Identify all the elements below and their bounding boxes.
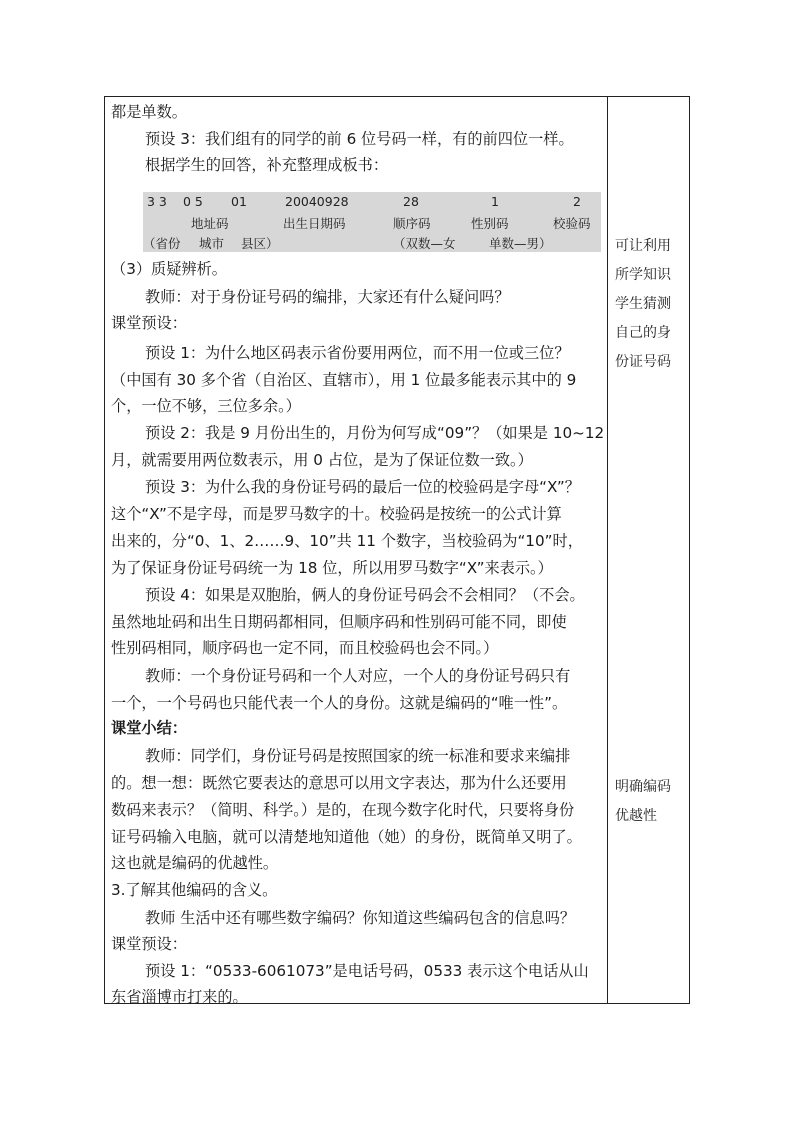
text-line: 都是单数。 bbox=[111, 103, 187, 121]
board-note: （省份 bbox=[143, 236, 181, 251]
text-line: 东省淄博市打来的。 bbox=[111, 988, 248, 1006]
text-line: 月，就需要用两位数表示，用 0 占位，是为了保证位数一致。） bbox=[111, 451, 533, 469]
column-divider bbox=[607, 97, 608, 1003]
board-writing-image bbox=[143, 192, 601, 252]
board-note: 县区） bbox=[241, 236, 279, 251]
side-note-guess-id bbox=[615, 232, 691, 377]
text-line: 虽然地址码和出生日期码都相同，但顺序码和性别码可能不同，即使 bbox=[111, 613, 567, 631]
side-note-line: 可让利用 bbox=[615, 238, 671, 254]
board-digit: 1 bbox=[491, 194, 499, 209]
board-digit: 01 bbox=[231, 194, 247, 209]
lesson-table bbox=[104, 96, 690, 1004]
board-label: 性别码 bbox=[471, 216, 509, 231]
text-line: 预设 2：我是 9 月份出生的，月份为何写成“09”？（如果是 10~12 bbox=[145, 424, 605, 442]
text-line: 教师：对于身份证号码的编排，大家还有什么疑问吗？ bbox=[145, 288, 510, 306]
board-digit: 3 3 bbox=[147, 194, 167, 209]
board-label: 顺序码 bbox=[393, 216, 431, 231]
side-note-superiority bbox=[615, 773, 691, 831]
board-label: 校验码 bbox=[553, 216, 591, 231]
side-note-line: 自己的身 bbox=[615, 325, 671, 341]
text-line: 为了保证身份证号码统一为 18 位，所以用罗马数字“X”来表示。） bbox=[111, 559, 553, 577]
text-line: （3）质疑辨析。 bbox=[111, 260, 227, 278]
text-line: 根据学生的回答，补充整理成板书： bbox=[145, 156, 388, 174]
text-line: 预设 1：为什么地区码表示省份要用两位，而不用一位或三位？ bbox=[145, 344, 570, 362]
side-note-line: 学生猜测 bbox=[615, 296, 671, 312]
board-label: 出生日期码 bbox=[283, 216, 346, 231]
text-line: 教师：一个身份证号码和一个人对应，一个人的身份证号码只有 bbox=[145, 667, 571, 685]
side-note-line: 明确编码 bbox=[615, 779, 671, 795]
text-line: 性别码相同，顺序码也一定不同，而且校验码也会不同。） bbox=[111, 639, 499, 657]
side-note-line: 优越性 bbox=[615, 808, 657, 824]
text-line: 的。想一想：既然它要表达的意思可以用文字表达，那为什么还要用 bbox=[111, 774, 567, 792]
text-line: 出来的，分“0、1、2……9、10”共 11 个数字，当校验码为“10”时， bbox=[111, 532, 583, 550]
text-line: 预设 3：为什么我的身份证号码的最后一位的校验码是字母“X”？ bbox=[145, 478, 580, 496]
board-note: 单数—男） bbox=[489, 236, 552, 251]
board-note: （双数—女 bbox=[393, 236, 456, 251]
side-note-line: 份证号码 bbox=[615, 354, 671, 370]
text-line: 教师 生活中还有哪些数字编码？你知道这些编码包含的信息吗？ bbox=[145, 909, 576, 927]
board-digit: 2 bbox=[573, 194, 581, 209]
text-line: 一个，一个号码也只能代表一个人的身份。这就是编码的“唯一性”。 bbox=[111, 694, 568, 712]
board-digit: 0 5 bbox=[183, 194, 203, 209]
section-heading: 课堂小结： bbox=[111, 719, 187, 737]
text-line: 预设 3：我们组有的同学的前 6 位号码一样，有的前四位一样。 bbox=[145, 130, 574, 148]
board-label: 地址码 bbox=[191, 216, 229, 231]
text-line: 数码来表示？（简明、科学。）是的，在现今数字化时代，只要将身份 bbox=[111, 801, 575, 819]
text-line: 3.了解其他编码的含义。 bbox=[111, 881, 278, 899]
text-line: （中国有 30 多个省（自治区、直辖市），用 1 位最多能表示其中的 9 bbox=[111, 371, 577, 389]
text-line: 课堂预设： bbox=[111, 935, 187, 953]
text-line: 个，一位不够，三位多余。） bbox=[111, 397, 301, 415]
text-line: 证号码输入电脑，就可以清楚地知道他（她）的身份，既简单又明了。 bbox=[111, 828, 582, 846]
text-line: 课堂预设： bbox=[111, 314, 187, 332]
board-digit: 28 bbox=[403, 194, 419, 209]
board-note: 城市 bbox=[199, 236, 225, 251]
text-line: 这也就是编码的优越性。 bbox=[111, 854, 279, 872]
text-line: 预设 1：“0533-6061073”是电话号码，0533 表示这个电话从山 bbox=[145, 962, 589, 980]
text-line: 这个“X”不是字母，而是罗马数字的十。校验码是按统一的公式计算 bbox=[111, 505, 562, 523]
text-line: 教师：同学们，身份证号码是按照国家的统一标准和要求来编排 bbox=[145, 747, 571, 765]
text-line: 预设 4：如果是双胞胎，俩人的身份证号码会不会相同？（不会。 bbox=[145, 586, 585, 604]
side-note-line: 所学知识 bbox=[615, 267, 671, 283]
board-digit: 20040928 bbox=[285, 194, 349, 209]
